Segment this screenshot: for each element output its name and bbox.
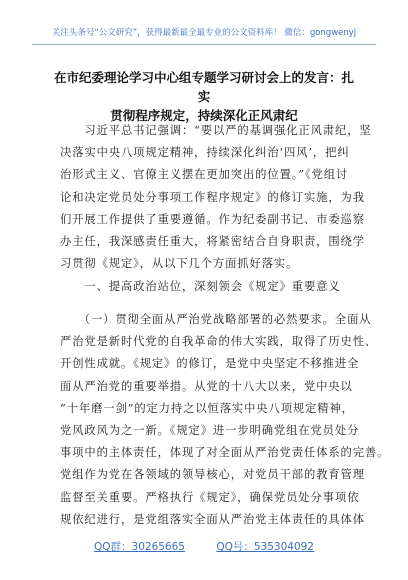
- header-divider: [32, 44, 376, 45]
- text-line: 开创性成就。《规定》的修订，是党中央坚定不移推进全: [60, 357, 360, 371]
- text-line: 们开展工作提供了重要遵循。作为纪委副书记、市委巡察: [60, 212, 365, 226]
- text-line: 决落实中央八项规定精神，持续深化纠治‘四风’，把纠: [60, 146, 350, 160]
- title-line: 贯彻程序规定，持续深化正风肃纪: [110, 108, 298, 123]
- header-banner: 关注头条号“公文研究”，获得最新最全最专业的公文资料库！ 微信：gongwenyj: [51, 28, 357, 38]
- title-line: 在市纪委理论学习中心组专题学习研讨会上的发言：扎实: [53, 70, 354, 104]
- text-line: 事项中的主体责任，体现了对全面从严治党责任体系的完善。: [60, 446, 390, 460]
- text-line: 监督至关重要。严格执行《规定》，确保党员处分事项依: [60, 490, 360, 504]
- footer-contact: [0, 539, 408, 554]
- text-line: “十年磨一剑”的定力持之以恒落实中央八项规定精神，: [60, 401, 354, 415]
- text-line: 习近平总书记强调：“要以严的基调强化正风肃纪，坚: [60, 124, 372, 137]
- qq-group-link[interactable]: QQ群：30265665: [94, 541, 185, 553]
- paragraph-intro: [60, 120, 372, 275]
- paragraph-section-1: [60, 309, 390, 531]
- text-line: 党风政风为之一新。《规定》进一步明确党组在党员处分: [60, 424, 360, 438]
- section-heading: [60, 276, 352, 298]
- text-line: 面从严治党的重要举措。从党的十八大以来，党中央以: [60, 379, 353, 393]
- text-line: 论和决定党员处分事项工作程序规定》的修订实施，为我: [60, 190, 365, 204]
- heading-text: 一、提高政治站位，深刻领会《规定》重要意义: [60, 280, 341, 293]
- text-line: 规依纪进行，是党组落实全面从严治党主体责任的具体体: [60, 512, 365, 526]
- text-line: 治形式主义、官僚主义摆在更加突出的位置。”《党组讨: [60, 168, 349, 182]
- text-line: （一）贯彻全面从严治党战略部署的必然要求。全面从: [60, 313, 372, 326]
- qq-number-link[interactable]: QQ号：535304092: [216, 541, 314, 553]
- document-title: [50, 68, 358, 125]
- text-line: 党组作为党在各领域的领导核心，对党员干部的教育管理: [60, 468, 365, 482]
- text-line: 习贯彻《规定》，从以下几个方面抓好落实。: [60, 257, 299, 271]
- text-line: 办主任，我深感责任重大，将紧密结合自身职责，围绕学: [60, 235, 365, 249]
- text-line: 严治党是新时代党的自我革命的伟大实践，取得了历史性、: [60, 335, 378, 349]
